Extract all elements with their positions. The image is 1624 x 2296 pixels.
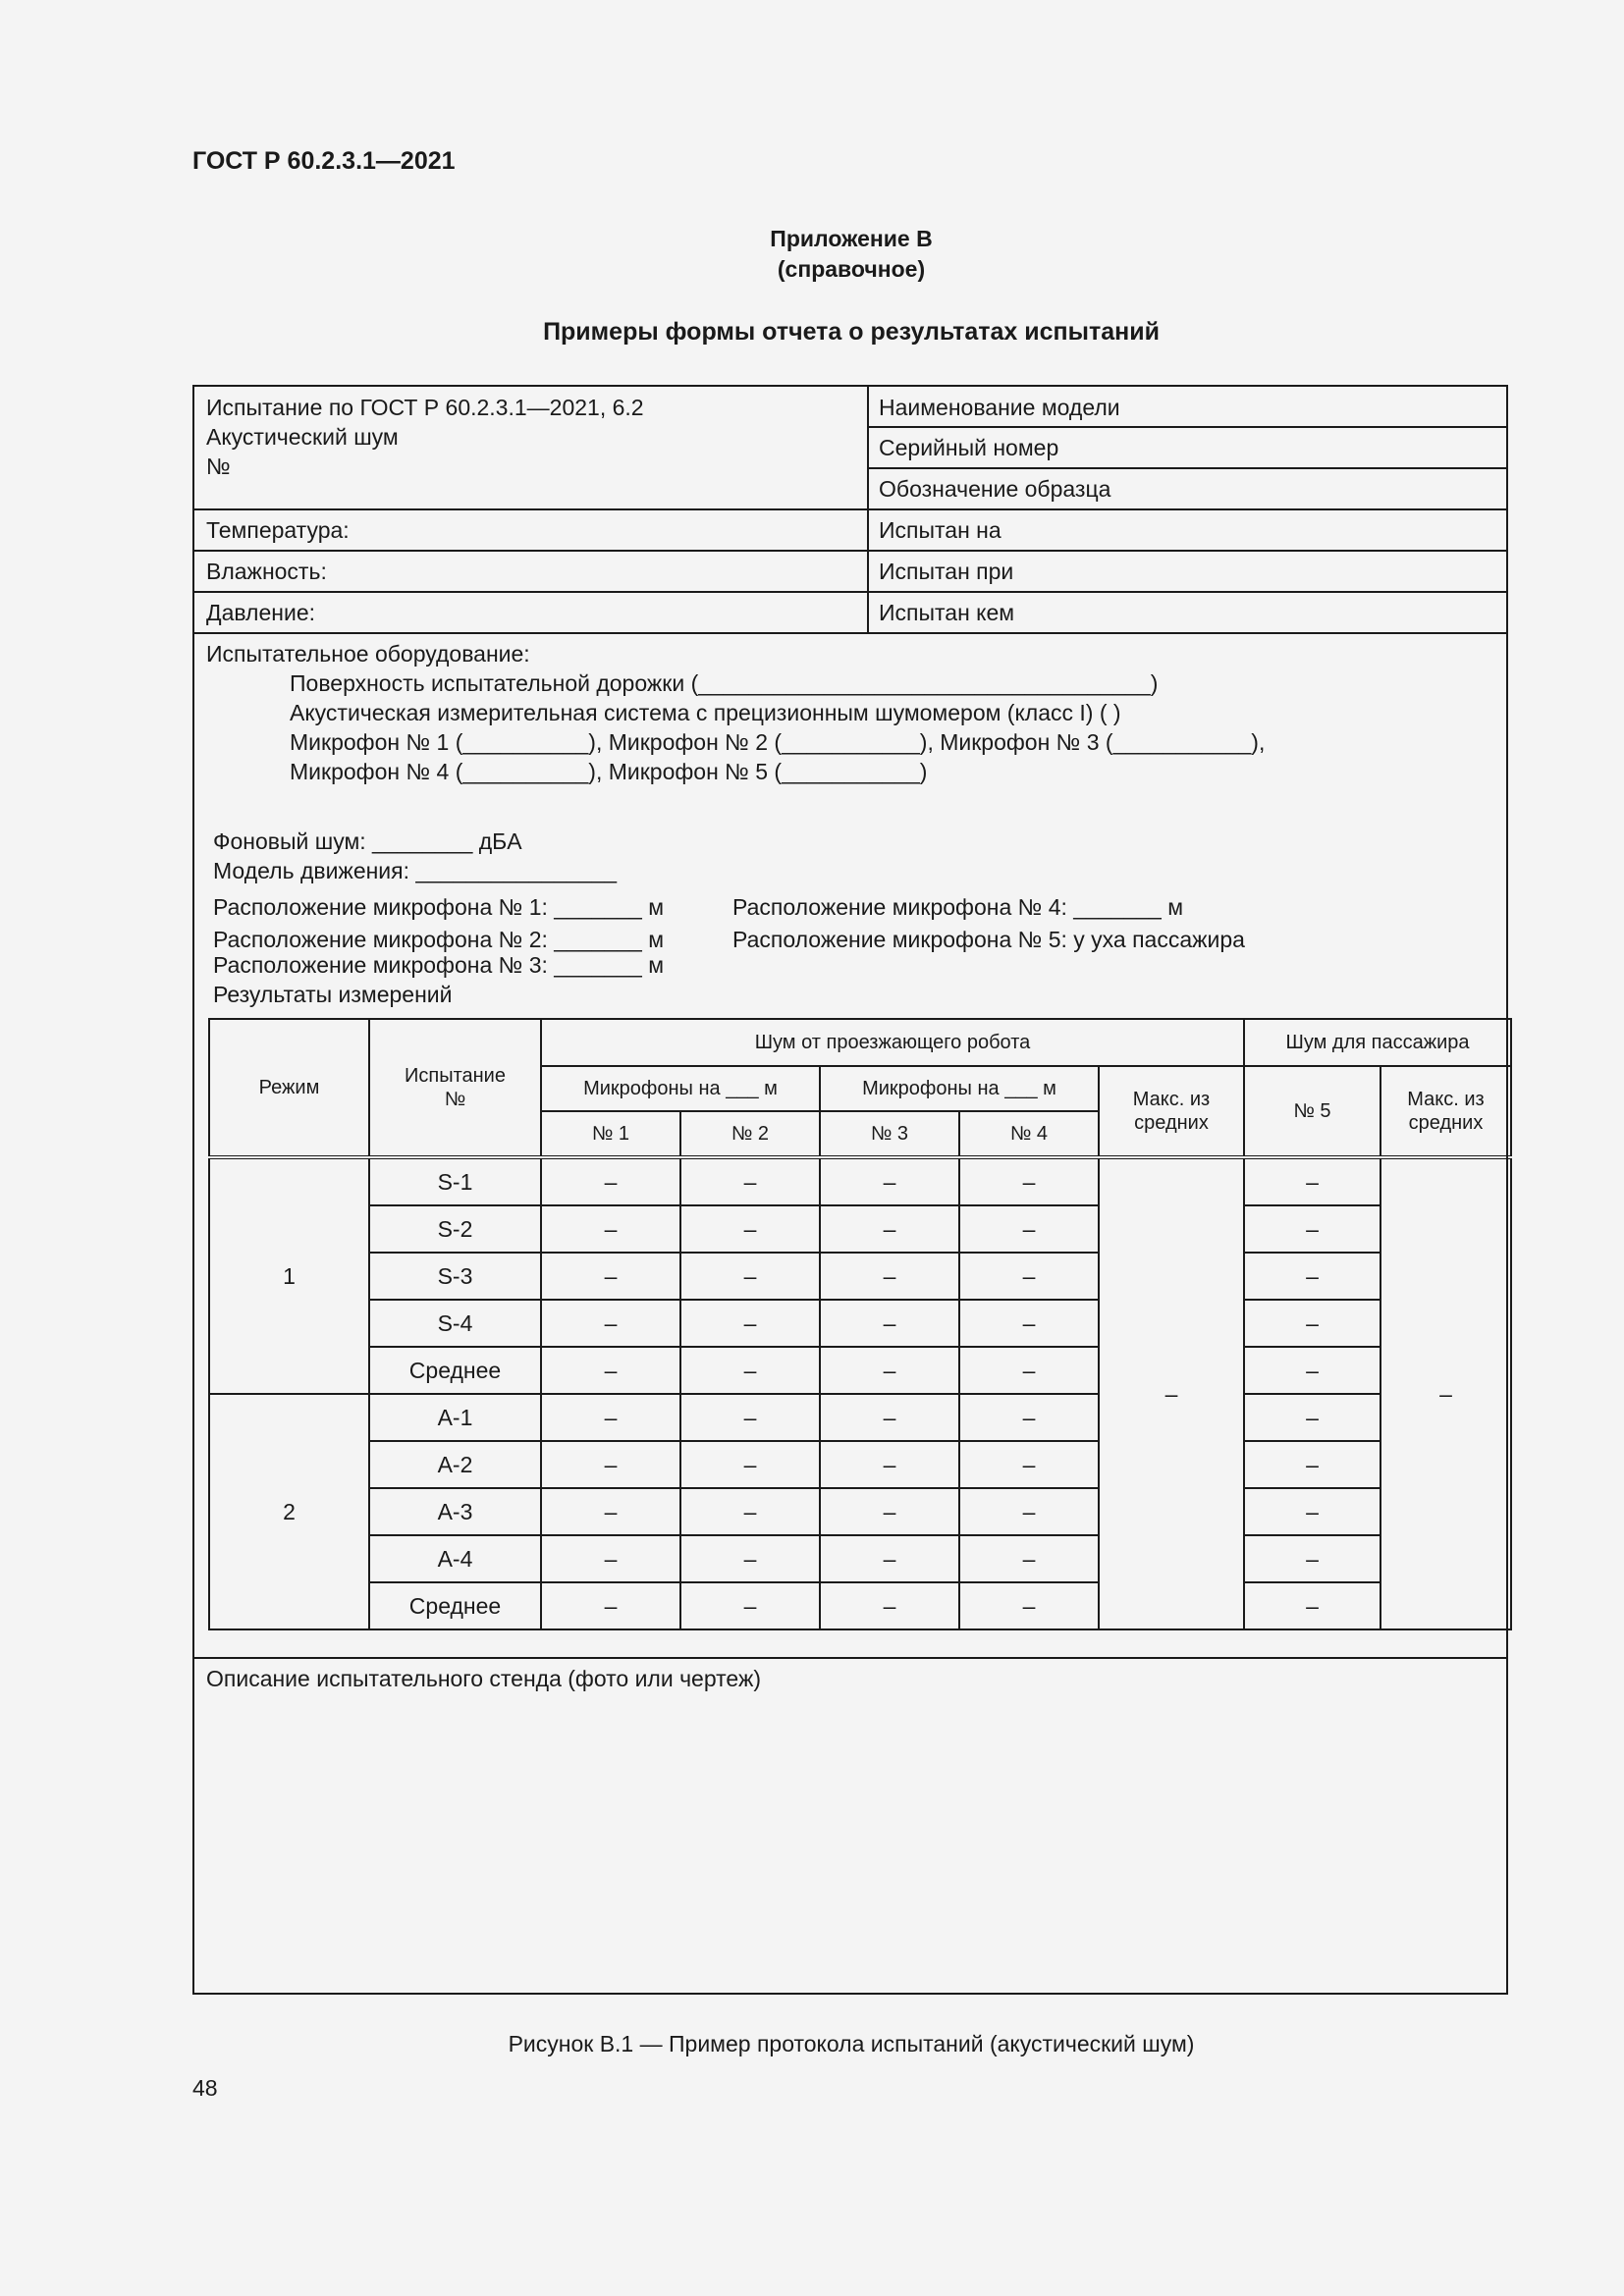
test-standard-label: Испытание по ГОСТ Р 60.2.3.1—2021, 6.2: [206, 395, 644, 420]
mode-cell: 1: [209, 1157, 369, 1394]
table-row: [209, 1488, 1511, 1535]
mic1-position-field: Расположение микрофона № 1: _______ м: [213, 894, 665, 920]
test-cell: S-3: [369, 1253, 541, 1300]
table-row: [209, 1535, 1511, 1582]
header-mic1: № 1: [541, 1111, 680, 1157]
annex-subtitle: (справочное): [777, 256, 926, 282]
mic3-cell: –: [820, 1441, 959, 1488]
figure-caption: Рисунок В.1 — Пример протокола испытаний (акустический шум): [508, 2031, 1195, 2056]
tested-by-field: Испытан кем: [879, 600, 1015, 625]
sample-designation-field: Обозначение образца: [879, 476, 1111, 502]
mic5-cell: –: [1244, 1157, 1380, 1205]
form-divider: [194, 591, 1508, 593]
results-table: [208, 1018, 1512, 1630]
mic4-cell: –: [959, 1253, 1099, 1300]
mic2-position-field: Расположение микрофона № 2: _______ м: [213, 927, 665, 952]
mic3-cell: –: [820, 1205, 959, 1253]
test-cell: А-4: [369, 1535, 541, 1582]
mic3-cell: –: [820, 1582, 959, 1629]
header-mic5: № 5: [1244, 1066, 1380, 1157]
mic5-cell: –: [1244, 1394, 1380, 1441]
mic2-cell: –: [680, 1157, 820, 1205]
mic3-cell: –: [820, 1300, 959, 1347]
form-divider: [867, 467, 1508, 469]
equipment-line: Микрофон № 1 (__________), Микрофон № 2 (___________), Микрофон № 3 (___________),: [290, 729, 1266, 755]
mic2-cell: –: [680, 1488, 820, 1535]
background-noise-field: Фоновый шум: ________ дБA: [213, 828, 522, 854]
motion-model-field: Модель движения: ________________: [213, 858, 618, 883]
model-name-field: Наименование модели: [879, 395, 1120, 420]
header-max-avg-passenger: [1380, 1066, 1511, 1157]
max-avg-passenger-cell: –: [1380, 1157, 1511, 1629]
form-divider: [194, 550, 1508, 552]
annex-title: Приложение В: [770, 226, 933, 251]
test-type-label: Акустический шум: [206, 424, 399, 450]
test-cell: S-2: [369, 1205, 541, 1253]
header-test-no: [369, 1019, 541, 1157]
page-number: 48: [192, 2075, 218, 2101]
max-avg-cell: –: [1099, 1157, 1244, 1629]
mic1-cell: –: [541, 1157, 680, 1205]
stand-description-label: Описание испытательного стенда (фото или чертеж): [206, 1666, 761, 1691]
mic5-position-field: Расположение микрофона № 5: у уха пассажира: [732, 927, 1245, 952]
header-mic2: № 2: [680, 1111, 820, 1157]
header-passenger-noise: Шум для пассажира: [1244, 1019, 1511, 1066]
mic5-cell: –: [1244, 1582, 1380, 1629]
results-label: Результаты измерений: [213, 982, 453, 1007]
table-row: [209, 1300, 1511, 1347]
test-cell: Среднее: [369, 1582, 541, 1629]
mic2-cell: –: [680, 1347, 820, 1394]
header-test-no-text: Испытание №: [405, 1065, 506, 1110]
table-row: [209, 1347, 1511, 1394]
table-row: [209, 1205, 1511, 1253]
mic4-cell: –: [959, 1347, 1099, 1394]
mic2-cell: –: [680, 1582, 820, 1629]
mic4-cell: –: [959, 1394, 1099, 1441]
mic1-cell: –: [541, 1394, 680, 1441]
form-divider: [194, 632, 1508, 634]
table-row: [209, 1441, 1511, 1488]
pressure-field: Давление:: [206, 600, 316, 625]
equipment-line: Микрофон № 4 (__________), Микрофон № 5 (___________): [290, 759, 928, 784]
mic2-cell: –: [680, 1535, 820, 1582]
mic2-cell: –: [680, 1394, 820, 1441]
header-mic4: № 4: [959, 1111, 1099, 1157]
test-cell: А-2: [369, 1441, 541, 1488]
mic2-cell: –: [680, 1300, 820, 1347]
header-max-avg-passenger-text: Макс. из средних: [1407, 1089, 1485, 1134]
form-divider: [867, 426, 1508, 428]
mic3-position-field: Расположение микрофона № 3: _______ м: [213, 952, 665, 978]
mic1-cell: –: [541, 1488, 680, 1535]
mic4-cell: –: [959, 1535, 1099, 1582]
mic3-cell: –: [820, 1535, 959, 1582]
tested-at-field: Испытан при: [879, 559, 1014, 584]
header-mics-group-a: Микрофоны на ___ м: [541, 1066, 820, 1111]
mic5-cell: –: [1244, 1253, 1380, 1300]
table-row: [209, 1582, 1511, 1629]
mic4-cell: –: [959, 1441, 1099, 1488]
test-number-label: №: [206, 454, 231, 479]
mic3-cell: –: [820, 1488, 959, 1535]
mic4-cell: –: [959, 1300, 1099, 1347]
mic1-cell: –: [541, 1253, 680, 1300]
mic4-cell: –: [959, 1157, 1099, 1205]
header-mode: Режим: [209, 1019, 369, 1157]
mic5-cell: –: [1244, 1347, 1380, 1394]
mic1-cell: –: [541, 1582, 680, 1629]
form-divider: [194, 1657, 1508, 1659]
serial-number-field: Серийный номер: [879, 435, 1059, 460]
table-row: [209, 1157, 1511, 1205]
header-passing-noise: Шум от проезжающего робота: [541, 1019, 1244, 1066]
mic4-position-field: Расположение микрофона № 4: _______ м: [732, 894, 1184, 920]
mic1-cell: –: [541, 1441, 680, 1488]
mic3-cell: –: [820, 1157, 959, 1205]
mic4-cell: –: [959, 1488, 1099, 1535]
mic4-cell: –: [959, 1205, 1099, 1253]
mic5-cell: –: [1244, 1205, 1380, 1253]
mic1-cell: –: [541, 1205, 680, 1253]
test-cell: S-1: [369, 1157, 541, 1205]
mic5-cell: –: [1244, 1535, 1380, 1582]
tested-on-field: Испытан на: [879, 517, 1001, 543]
mic2-cell: –: [680, 1441, 820, 1488]
page-title: Примеры формы отчета о результатах испытаний: [543, 318, 1160, 346]
header-max-avg: [1099, 1066, 1244, 1157]
test-cell: А-3: [369, 1488, 541, 1535]
mic1-cell: –: [541, 1347, 680, 1394]
equipment-heading: Испытательное оборудование:: [206, 641, 530, 667]
mic2-cell: –: [680, 1205, 820, 1253]
header-mic3: № 3: [820, 1111, 959, 1157]
mic3-cell: –: [820, 1394, 959, 1441]
mic3-cell: –: [820, 1253, 959, 1300]
header-mics-group-b: Микрофоны на ___ м: [820, 1066, 1099, 1111]
test-cell: Среднее: [369, 1347, 541, 1394]
equipment-line: Акустическая измерительная система с прецизионным шумомером (класс I) ( ): [290, 700, 1121, 725]
test-cell: А-1: [369, 1394, 541, 1441]
test-report-form: [192, 385, 1508, 1995]
mode-cell: 2: [209, 1394, 369, 1629]
document-code: ГОСТ Р 60.2.3.1—2021: [192, 147, 456, 175]
temperature-field: Температура:: [206, 517, 350, 543]
test-cell: S-4: [369, 1300, 541, 1347]
header-max-avg-text: Макс. из средних: [1132, 1089, 1211, 1134]
mic5-cell: –: [1244, 1441, 1380, 1488]
form-divider: [194, 508, 1508, 510]
table-row: [209, 1253, 1511, 1300]
mic5-cell: –: [1244, 1300, 1380, 1347]
mic5-cell: –: [1244, 1488, 1380, 1535]
mic4-cell: –: [959, 1582, 1099, 1629]
table-row: [209, 1394, 1511, 1441]
humidity-field: Влажность:: [206, 559, 327, 584]
mic1-cell: –: [541, 1535, 680, 1582]
mic1-cell: –: [541, 1300, 680, 1347]
equipment-line: Поверхность испытательной дорожки (____________________________________): [290, 670, 1159, 696]
mic2-cell: –: [680, 1253, 820, 1300]
mic3-cell: –: [820, 1347, 959, 1394]
